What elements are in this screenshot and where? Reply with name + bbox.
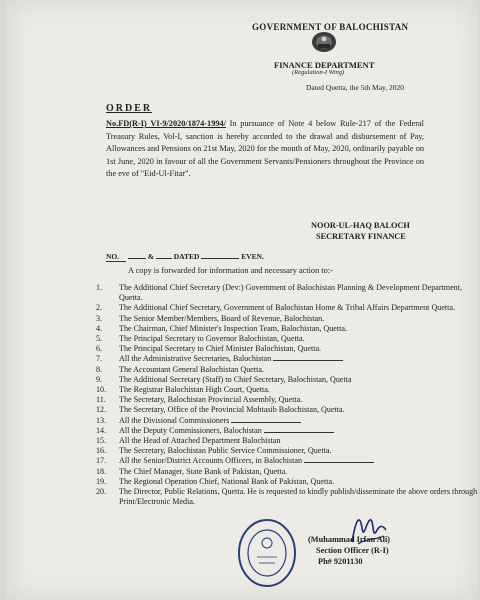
copy-forwarded-text: A copy is forwarded for information and necessary action to:- xyxy=(128,266,333,275)
order-body xyxy=(106,118,424,181)
list-item: 16. The Secretary, Balochistan Public Service Commissioner, Quetta. xyxy=(96,446,332,456)
list-item: 9. The Additional Secretary (Staff) to Chief Secretary, Balochistan, Quetta xyxy=(96,374,352,384)
list-item: 5. The Principal Secretary to Governor Balochistan, Quetta. xyxy=(96,334,305,344)
government-emblem-icon xyxy=(310,30,338,54)
endorsement-even: EVEN. xyxy=(241,252,264,261)
wing-subheading: (Regulation-I Wing) xyxy=(292,69,345,76)
endorsement-amp: & xyxy=(147,252,154,261)
department-heading: FINANCE DEPARTMENT xyxy=(274,60,375,70)
document-page xyxy=(6,0,478,600)
list-item: 13. All the Divisional Commissioners xyxy=(96,416,480,426)
endorsement-no: NO. xyxy=(106,252,126,262)
official-stamp-icon xyxy=(235,517,299,589)
signatory-title: SECRETARY FINANCE xyxy=(316,232,406,241)
officer-title: Section Officer (R-I) xyxy=(316,546,389,555)
list-item: 12. The Secretary, Office of the Provincial Mohtasib Balochistan, Quetta. xyxy=(96,405,345,415)
order-number: No.FD(R-I) VI-9/2020/1874-1994/ xyxy=(106,119,226,128)
section-officer-block xyxy=(308,534,390,567)
government-heading: GOVERNMENT OF BALOCHISTAN xyxy=(252,22,409,32)
officer-phone: Ph# 9201130 xyxy=(318,557,363,566)
list-item: 4. The Chairman, Chief Minister's Inspection Team, Balochistan, Quetta. xyxy=(96,323,347,333)
list-item: 8. The Accountant General Balochistan Quetta. xyxy=(96,364,264,374)
list-item: 1. The Additional Chief Secretary (Dev:) Government of Balochistan Planning & Development Department, Quetta. xyxy=(96,283,462,303)
list-item: 3. The Senior Member/Members, Board of Revenue, Balochistan. xyxy=(96,313,325,323)
list-item: 7. All the Administrative Secretaries, Balochistan xyxy=(96,354,480,364)
order-title: ORDER xyxy=(106,103,153,114)
recipient-list xyxy=(96,283,480,507)
list-item: 18. The Chief Manager, State Bank of Pakistan, Quetta. xyxy=(96,466,288,476)
list-item: 10. The Registrar Balochistan High Court, Quetta. xyxy=(96,385,270,395)
list-item: 14. All the Deputy Commissioners, Balochistan xyxy=(96,426,480,436)
list-item: 17. All the Senior/District Accounts Officers, in Balochistan xyxy=(96,456,480,466)
officer-name: (Muhammad Irfan Ali) xyxy=(308,535,391,544)
list-item: 20. The Director, Public Relations, Quetta. He is requested to kindly publish/disseminate the above orders through Print/Electronic Media. xyxy=(96,487,478,507)
list-item: 19. The Regional Operation Chief, National Bank of Pakistan, Quetta. xyxy=(96,476,335,486)
list-item: 15. All the Head of Attached Department Balochistan xyxy=(96,436,281,446)
list-item: 6. The Principal Secretary to Chief Minister Balochistan, Quetta. xyxy=(96,344,322,354)
signatory-name: NOOR-UL-HAQ BALOCH xyxy=(311,221,410,230)
list-item: 2. The Additional Chief Secretary, Government of Balochistan Home & Tribal Affairs Department Quetta. xyxy=(96,303,456,313)
list-item: 11. The Secretary, Balochistan Provincial Assembly, Quetta. xyxy=(96,395,303,405)
endorsement-line xyxy=(106,252,264,262)
date-line: Dated Quetta, the 5th May, 2020 xyxy=(306,83,405,92)
order-text: In pursuance of Note 4 below Rule-217 of the Federal Treasury Rules, Vol-I, sanction is hereby accorded to the drawal and disbursement of Pay, Allowances and Pensions on 21st May, 2020 for the month of May, 2020, ordinarily payable on 1st June, 2020 in favour of all the Government Servants/Pensioners throughout the Province on the eve of "Eid-Ul-Fitar". xyxy=(106,119,424,179)
endorsement-dated: DATED xyxy=(173,252,200,261)
